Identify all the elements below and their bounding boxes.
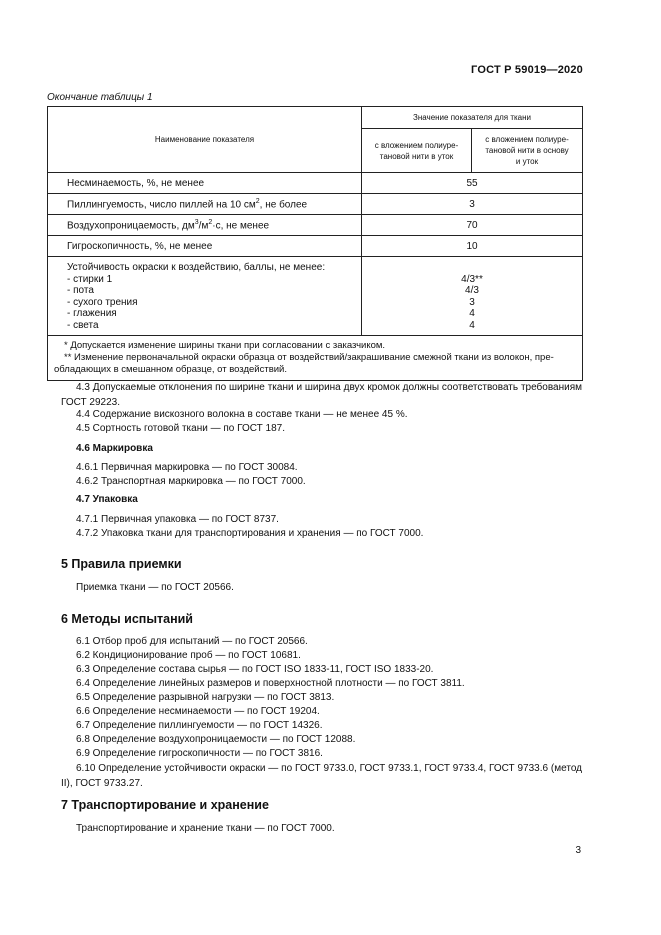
row-value: 10 (362, 236, 583, 257)
table-row (48, 194, 583, 215)
table-footnotes (48, 336, 583, 381)
row-name: Гигроскопичность, %, не менее (48, 236, 362, 257)
footnotes (48, 336, 583, 381)
list-item: 6.4 Определение линейных размеров и поверхностной плотности — по ГОСТ 3811. (76, 678, 465, 689)
header-indicator-name: Наименование показателя (48, 107, 362, 173)
row-value: 55 (362, 173, 583, 194)
table-row (48, 173, 583, 194)
paragraph-6-10: 6.10 Определение устойчивости окраски — по ГОСТ 9733.0, ГОСТ 9733.1, ГОСТ 9733.4, ГОСТ 9733.6 (метод II), ГОСТ 9733.27. (61, 763, 582, 789)
paragraph-5: Приемка ткани — по ГОСТ 20566. (76, 582, 234, 593)
list-item: 6.6 Определение несминаемости — по ГОСТ 19204. (76, 706, 320, 717)
header-warp-weft: с вложением полиуре- тановой нити в основу и уток (472, 129, 583, 173)
footnote: обладающих в смешанном образце, от воздействий. (54, 364, 287, 375)
document-code: ГОСТ Р 59019—2020 (471, 64, 583, 76)
paragraph-4-3: 4.3 Допускаемые отклонения по ширине ткани и ширина двух кромок должны соответствовать требованиям ГОСТ 29223. (61, 382, 582, 408)
paragraph-7: Транспортирование и хранение ткани — по ГОСТ 7000. (76, 823, 335, 834)
paragraph-4-7-1: 4.7.1 Первичная упаковка — по ГОСТ 8737. (76, 514, 279, 525)
row-name: Пиллингуемость, число пиллей на 10 $см^2$, не более (48, 194, 362, 215)
fastness-values: 4/3** 4/3 3 4 4 (362, 257, 583, 336)
row-name: Воздухопроницаемость, $дм^3/м^2\cdot с$, не менее (48, 215, 362, 236)
list-item: 6.9 Определение гигроскопичности — по ГОСТ 3816. (76, 748, 323, 759)
fastness-labels: Устойчивость окраски к воздействию, баллы, не менее: - стирки 1 - пота - сухого трения - глажения - света (48, 257, 362, 336)
heading-4-7: 4.7 Упаковка (76, 494, 138, 505)
list-item: 6.3 Определение состава сырья — по ГОСТ ISO 1833-11, ГОСТ ISO 1833-20. (76, 664, 434, 675)
paragraph-4-5: 4.5 Сортность готовой ткани — по ГОСТ 187. (76, 423, 285, 434)
table-row (48, 236, 583, 257)
properties-table (47, 106, 583, 381)
list-item: 6.7 Определение пиллингуемости — по ГОСТ 14326. (76, 720, 323, 731)
paragraph-4-4: 4.4 Содержание вискозного волокна в составе ткани — не менее 45 %. (76, 409, 408, 420)
header-value-group: Значение показателя для ткани (362, 107, 583, 129)
header-weft: с вложением полиуре- тановой нити в уток (362, 129, 472, 173)
paragraph-4-7-2: 4.7.2 Упаковка ткани для транспортирования и хранения — по ГОСТ 7000. (76, 528, 424, 539)
list-item: 6.8 Определение воздухопроницаемости — по ГОСТ 12088. (76, 734, 356, 745)
table-row-fastness (48, 257, 583, 336)
table-row (48, 215, 583, 236)
page-number: 3 (575, 845, 581, 856)
row-name: Несминаемость, %, не менее (48, 173, 362, 194)
row-value: 70 (362, 215, 583, 236)
section-5-title: 5 Правила приемки (61, 557, 182, 571)
list-item: 6.5 Определение разрывной нагрузки — по ГОСТ 3813. (76, 692, 335, 703)
paragraph-4-6-1: 4.6.1 Первичная маркировка — по ГОСТ 30084. (76, 462, 298, 473)
row-value: 3 (362, 194, 583, 215)
heading-4-6: 4.6 Маркировка (76, 443, 153, 454)
footnote: ** Изменение первоначальной окраски образца от воздействий/закрашивание смежной ткани из волокон, пре- (64, 352, 554, 363)
paragraph-4-6-2: 4.6.2 Транспортная маркировка — по ГОСТ 7000. (76, 476, 306, 487)
footnote: * Допускается изменение ширины ткани при согласовании с заказчиком. (64, 340, 386, 351)
list-item: 6.2 Кондиционирование проб — по ГОСТ 10681. (76, 650, 301, 661)
section-7-title: 7 Транспортирование и хранение (61, 798, 269, 812)
table-caption: Окончание таблицы 1 (47, 92, 153, 103)
section-6-title: 6 Методы испытаний (61, 612, 193, 626)
list-item: 6.1 Отбор проб для испытаний — по ГОСТ 20566. (76, 636, 308, 647)
